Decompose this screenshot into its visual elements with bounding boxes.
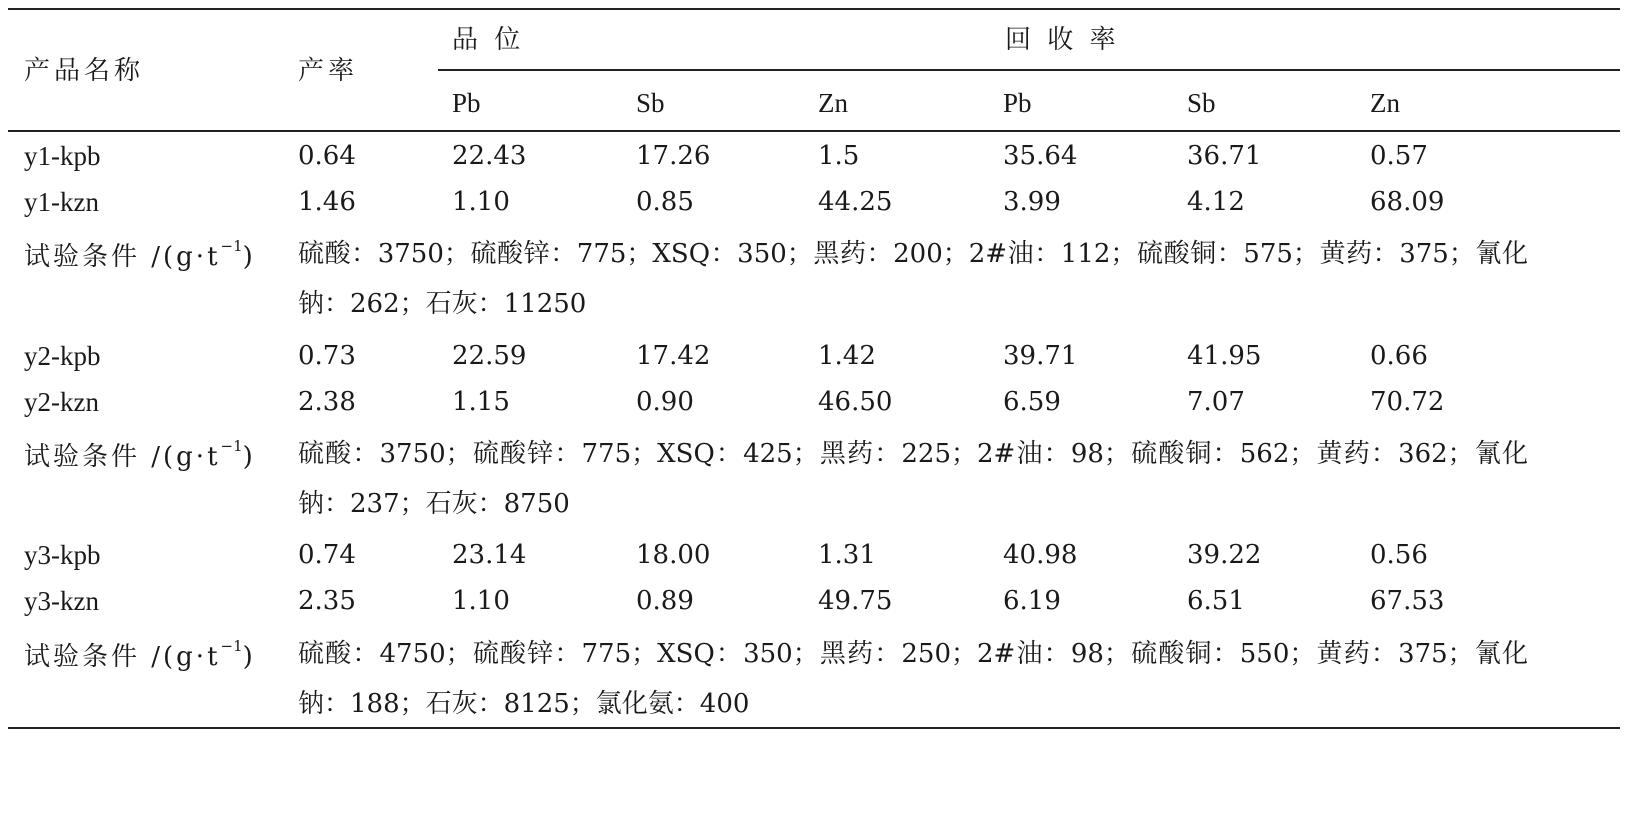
row-value-cell: 22.59 xyxy=(452,341,527,371)
row-value-cell: 39.22 xyxy=(1187,540,1262,570)
row-value-cell: 0.85 xyxy=(636,187,694,217)
row-value-cell: 0.66 xyxy=(1370,341,1428,371)
row-value-cell: 0.57 xyxy=(1370,141,1428,171)
header-bottom-rule xyxy=(8,130,1620,132)
row-value-cell: 1.5 xyxy=(818,141,860,171)
row-value-cell: 17.42 xyxy=(636,341,711,371)
row-value-cell: 68.09 xyxy=(1370,187,1445,217)
condition-label-1: 试验条件 $/(g\cdot t^{-1})$ xyxy=(24,237,256,272)
header-grade-sb: Sb xyxy=(636,88,665,118)
header-grade-pb: Pb xyxy=(452,88,481,118)
row-product-name: y1-kzn xyxy=(24,187,99,217)
row-yield: 2.35 xyxy=(298,586,356,616)
header-yield: 产率 xyxy=(298,56,359,86)
header-product-name: 产品名称 xyxy=(24,56,145,86)
header-recovery-sb: Sb xyxy=(1187,88,1216,118)
header-grade: 品 位 xyxy=(452,25,525,55)
header-recovery: 回 收 率 xyxy=(1005,25,1120,55)
row-product-name: y1-kpb xyxy=(24,141,101,171)
row-value-cell: 3.99 xyxy=(1003,187,1061,217)
row-value-cell: 0.89 xyxy=(636,586,694,616)
row-value-cell: 1.10 xyxy=(452,586,510,616)
row-yield: 0.73 xyxy=(298,341,356,371)
row-value-cell: 39.71 xyxy=(1003,341,1078,371)
condition-text-2: 硫酸：3750；硫酸锌：775；XSQ：425；黑药：225；2#油：98；硫酸铜：562；黄药：362；氰化钠：237；石灰：8750 xyxy=(298,439,1528,519)
condition-text-3: 硫酸：4750；硫酸锌：775；XSQ：350；黑药：250；2#油：98；硫酸铜：550；黄药：375；氰化钠：188；石灰：8125；氯化氨：400 xyxy=(298,639,1528,719)
row-value-cell: 22.43 xyxy=(452,141,527,171)
row-value-cell: 1.42 xyxy=(818,341,876,371)
row-value-cell: 1.31 xyxy=(818,540,876,570)
row-value-cell: 6.19 xyxy=(1003,586,1061,616)
row-value-cell: 18.00 xyxy=(636,540,711,570)
row-value-cell: 6.59 xyxy=(1003,387,1061,417)
row-value-cell: 49.75 xyxy=(818,586,893,616)
row-value-cell: 46.50 xyxy=(818,387,893,417)
header-recovery-zn: Zn xyxy=(1370,88,1400,118)
row-product-name: y2-kpb xyxy=(24,341,101,371)
condition-text-1: 硫酸：3750；硫酸锌：775；XSQ：350；黑药：200；2#油：112；硫酸铜：575；黄药：375；氰化钠：262；石灰：11250 xyxy=(298,239,1528,319)
row-value-cell: 35.64 xyxy=(1003,141,1078,171)
row-value-cell: 0.56 xyxy=(1370,540,1428,570)
row-value-cell: 1.15 xyxy=(452,387,510,417)
row-yield: 1.46 xyxy=(298,187,356,217)
row-yield: 0.64 xyxy=(298,141,356,171)
condition-label-3: 试验条件 $/(g\cdot t^{-1})$ xyxy=(24,637,256,672)
row-yield: 2.38 xyxy=(298,387,356,417)
row-value-cell: 40.98 xyxy=(1003,540,1078,570)
row-value-cell: 0.90 xyxy=(636,387,694,417)
row-value-cell: 41.95 xyxy=(1187,341,1262,371)
row-value-cell: 44.25 xyxy=(818,187,893,217)
row-value-cell: 67.53 xyxy=(1370,586,1445,616)
row-product-name: y3-kzn xyxy=(24,586,99,616)
row-value-cell: 17.26 xyxy=(636,141,711,171)
row-product-name: y3-kpb xyxy=(24,540,101,570)
row-value-cell: 70.72 xyxy=(1370,387,1445,417)
row-value-cell: 1.10 xyxy=(452,187,510,217)
row-value-cell: 23.14 xyxy=(452,540,527,570)
row-value-cell: 36.71 xyxy=(1187,141,1262,171)
row-yield: 0.74 xyxy=(298,540,356,570)
condition-label-2: 试验条件 $/(g\cdot t^{-1})$ xyxy=(24,437,256,472)
header-span-rule xyxy=(438,69,1620,71)
header-recovery-pb: Pb xyxy=(1003,88,1032,118)
header-grade-zn: Zn xyxy=(818,88,848,118)
row-value-cell: 4.12 xyxy=(1187,187,1245,217)
table-top-rule xyxy=(8,8,1620,10)
row-value-cell: 6.51 xyxy=(1187,586,1245,616)
row-product-name: y2-kzn xyxy=(24,387,99,417)
row-value-cell: 7.07 xyxy=(1187,387,1245,417)
